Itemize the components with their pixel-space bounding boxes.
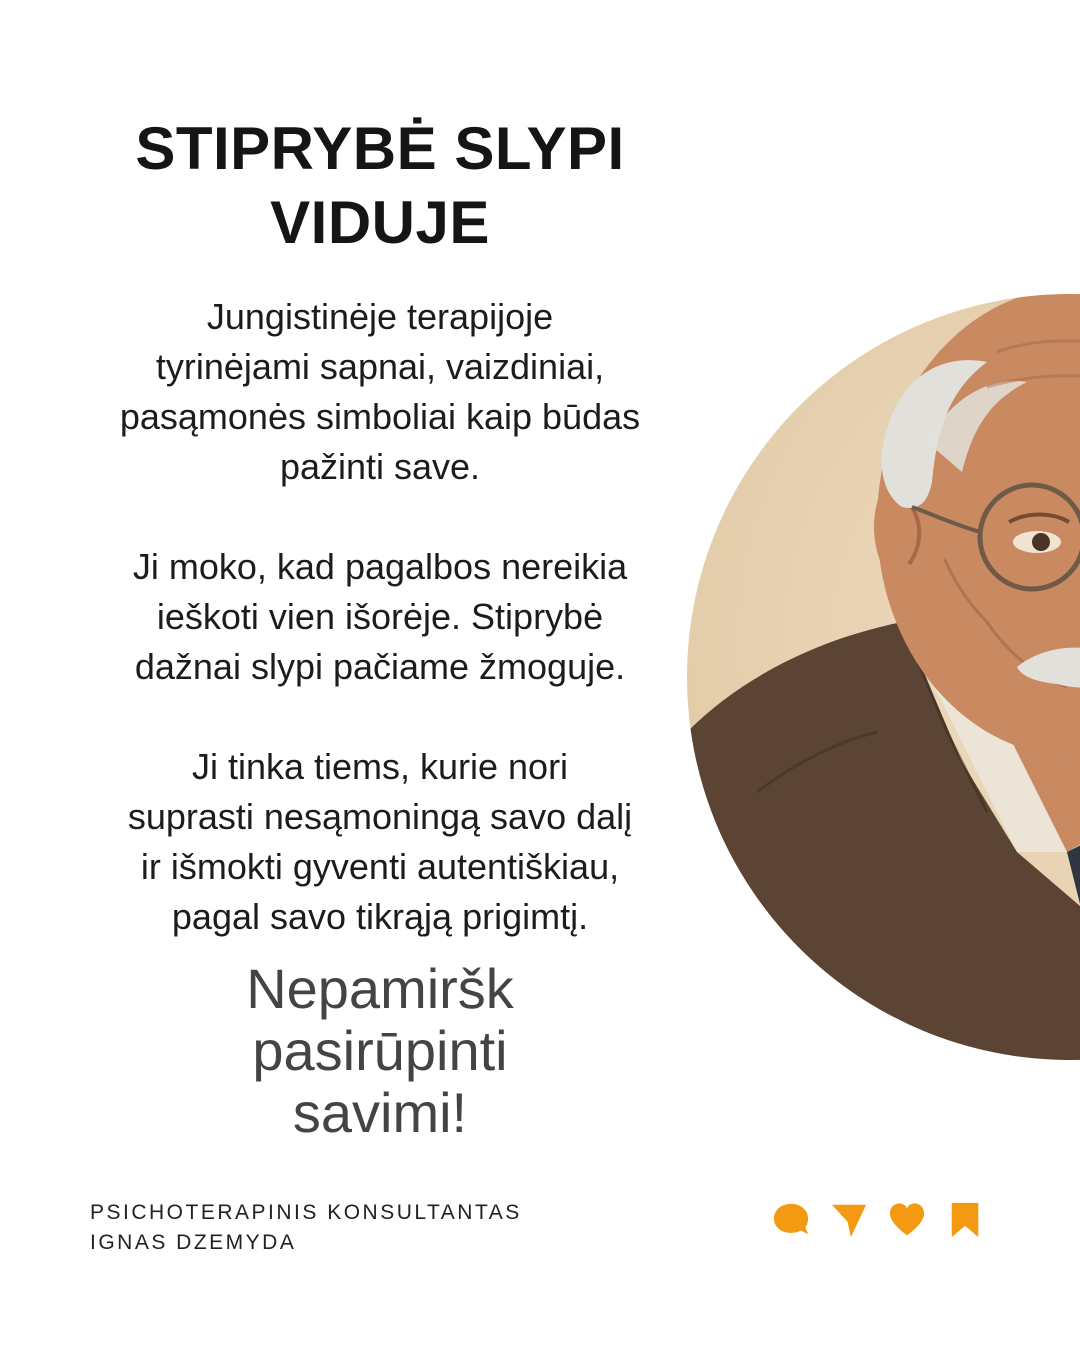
- body-text: [60, 292, 700, 992]
- comment-icon[interactable]: [772, 1201, 810, 1239]
- text-line: ieškoti vien išorėje. Stiprybė: [156, 596, 604, 637]
- bookmark-icon[interactable]: [946, 1201, 984, 1239]
- text-line: pažinti save.: [279, 446, 481, 487]
- paragraph: [60, 742, 700, 942]
- text-line: dažnai slypi pačiame žmoguje.: [134, 646, 626, 687]
- portrait-drawing: [687, 292, 1080, 1062]
- author-credit: [90, 1198, 522, 1258]
- cta-line: savimi!: [292, 1081, 468, 1144]
- cta-line: pasirūpinti: [252, 1019, 508, 1082]
- cta-line: Nepamiršk: [246, 957, 514, 1020]
- paragraph: [60, 542, 700, 692]
- title-line: VIDUJE: [270, 189, 490, 256]
- text-line: tyrinėjami sapnai, vaizdiniai,: [155, 346, 605, 387]
- text-line: Ji tinka tiems, kurie nori: [191, 746, 569, 787]
- portrait-illustration: [687, 292, 1080, 1062]
- send-icon[interactable]: [830, 1201, 868, 1239]
- text-line: suprasti nesąmoningą savo dalį: [127, 796, 633, 837]
- action-icons: [772, 1198, 984, 1242]
- text-line: pasąmonės simboliai kaip būdas: [119, 396, 641, 437]
- author-title: PSICHOTERAPINIS KONSULTANTAS: [90, 1201, 522, 1224]
- heart-icon[interactable]: [888, 1201, 926, 1239]
- call-to-action: [140, 958, 620, 1144]
- title-line: STIPRYBĖ SLYPI: [135, 115, 625, 182]
- text-line: Jungistinėje terapijoje: [206, 296, 554, 337]
- paragraph: [60, 292, 700, 492]
- page-title: [60, 112, 700, 260]
- author-name: IGNAS DZEMYDA: [90, 1231, 297, 1254]
- text-line: Ji moko, kad pagalbos nereikia: [132, 546, 628, 587]
- text-line: pagal savo tikrąją prigimtį.: [171, 896, 589, 937]
- text-line: ir išmokti gyventi autentiškiau,: [140, 846, 620, 887]
